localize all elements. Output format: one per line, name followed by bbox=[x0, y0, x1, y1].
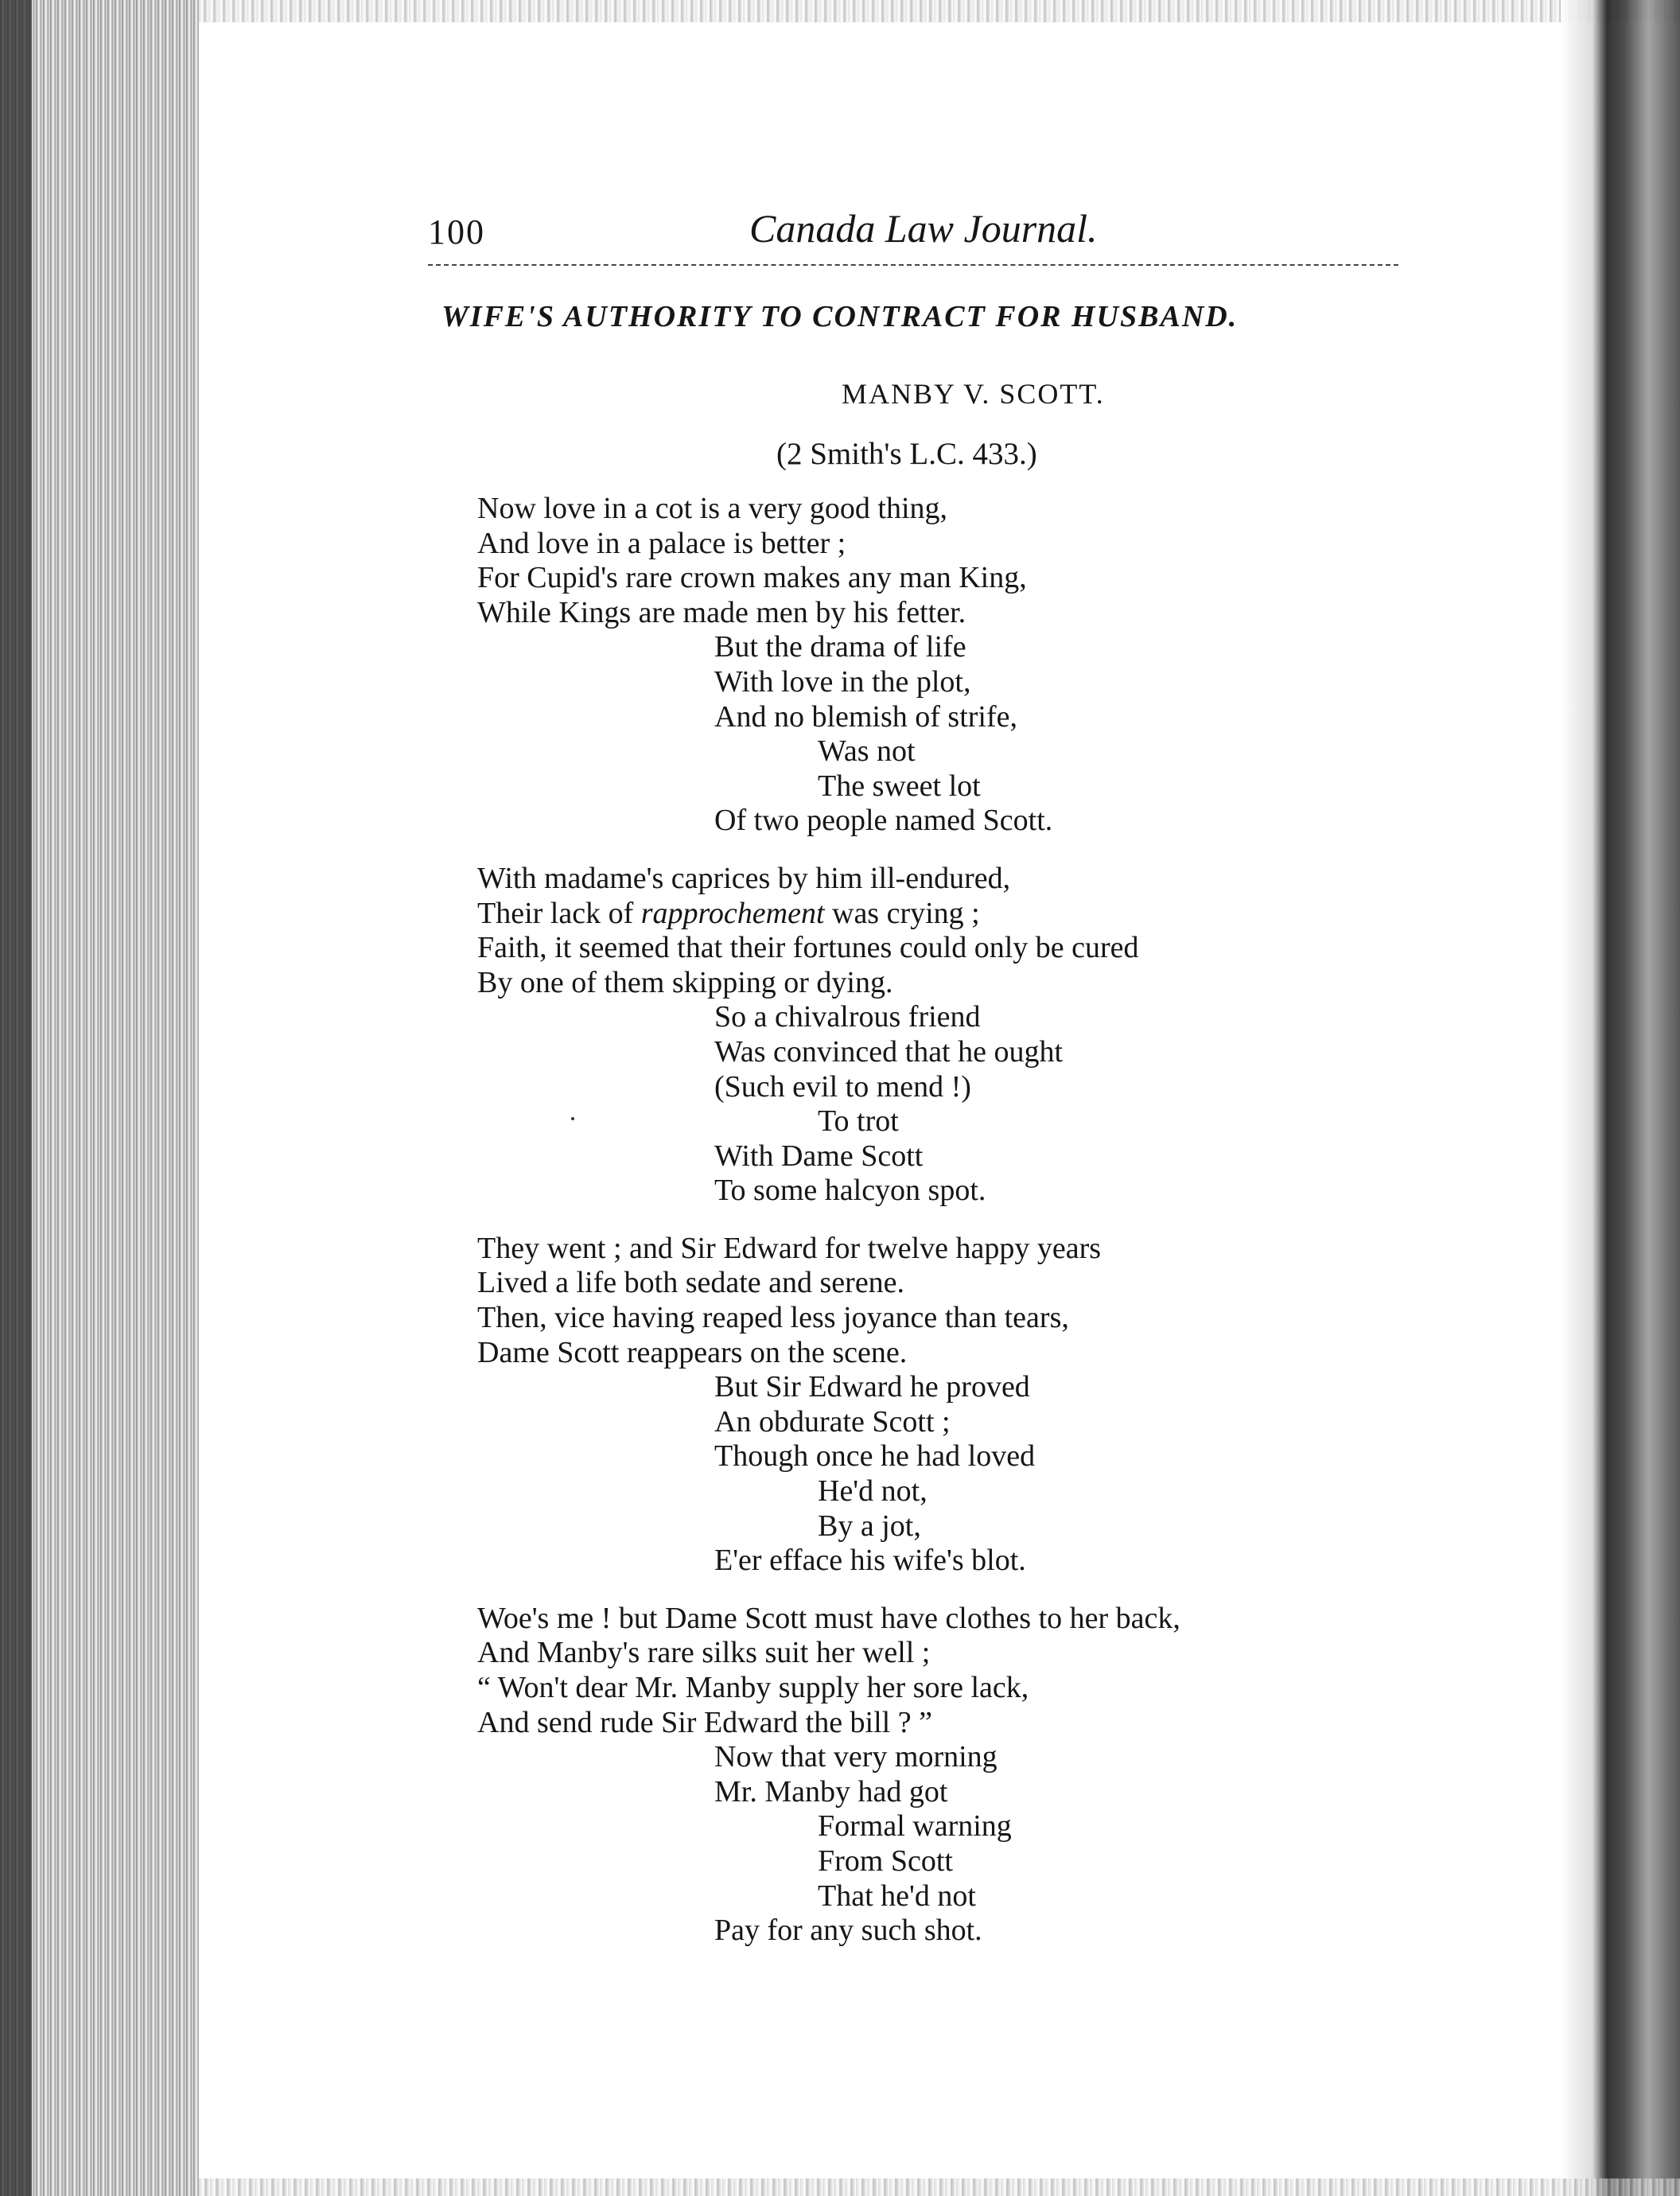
poem-line: Mr. Manby had got bbox=[714, 1774, 948, 1809]
poem-line: The sweet lot bbox=[818, 769, 981, 803]
header-rule bbox=[428, 264, 1398, 266]
poem-line: So a chivalrous friend bbox=[714, 1000, 981, 1034]
stanza-4 bbox=[477, 1602, 1392, 1949]
poem-line-part: was crying ; bbox=[824, 896, 980, 930]
poem-line: That he'd not bbox=[818, 1879, 976, 1913]
case-citation: (2 Smith's L.C. 433.) bbox=[776, 437, 1037, 471]
poem-line: With love in the plot, bbox=[714, 664, 971, 699]
scan-right-edge bbox=[1561, 0, 1680, 2196]
poem-line: “ Won't dear Mr. Manby supply her sore lack, bbox=[477, 1671, 1029, 1704]
poem-line: E'er efface his wife's blot. bbox=[714, 1544, 1026, 1578]
poem-line: By one of them skipping or dying. bbox=[477, 965, 893, 999]
poem-line: With madame's caprices by him ill-endured, bbox=[477, 861, 1011, 895]
poem-line: Formal warning bbox=[818, 1809, 1012, 1844]
poem-line: But the drama of life bbox=[714, 630, 966, 664]
page-header bbox=[428, 205, 1398, 261]
poem-line: Dame Scott reappears on the scene. bbox=[477, 1335, 908, 1369]
poem-line: While Kings are made men by his fetter. bbox=[477, 595, 966, 629]
poem-line: Now love in a cot is a very good thing, bbox=[477, 492, 948, 525]
stanza-1 bbox=[477, 492, 1392, 839]
poem-line: Was convinced that he ought bbox=[714, 1034, 1064, 1069]
poem-line: And love in a palace is better ; bbox=[477, 526, 846, 560]
journal-title: Canada Law Journal. bbox=[749, 206, 1098, 251]
poem-line: Then, vice having reaped less joyance than tears, bbox=[477, 1301, 1069, 1335]
stanza-3 bbox=[477, 1232, 1392, 1579]
poem-line: He'd not, bbox=[818, 1474, 928, 1509]
poem-line: And Manby's rare silks suit her well ; bbox=[477, 1636, 931, 1670]
article-title: WIFE'S AUTHORITY TO CONTRACT FOR HUSBAND. bbox=[441, 300, 1239, 333]
poem-line: Was not bbox=[818, 734, 916, 769]
poem-line: And no blemish of strife, bbox=[714, 699, 1018, 734]
poem-line bbox=[477, 897, 1392, 932]
poem-line: To some halcyon spot. bbox=[714, 1174, 986, 1208]
poem-line: They went ; and Sir Edward for twelve happy years bbox=[477, 1231, 1102, 1265]
poem-line: Faith, it seemed that their fortunes could only be cured bbox=[477, 931, 1139, 965]
poem bbox=[477, 492, 1392, 1972]
poem-line: An obdurate Scott ; bbox=[714, 1404, 951, 1439]
page-number: 100 bbox=[428, 212, 485, 251]
poem-line: To trot bbox=[818, 1104, 899, 1139]
scan-top-edge bbox=[199, 0, 1680, 22]
poem-line: Though once he had loved bbox=[714, 1439, 1036, 1474]
scan-binding-shadow bbox=[0, 0, 32, 2196]
poem-line: Now that very morning bbox=[714, 1740, 998, 1774]
poem-line: With Dame Scott bbox=[714, 1139, 924, 1173]
poem-line: Woe's me ! but Dame Scott must have clothes to her back, bbox=[477, 1601, 1180, 1635]
case-name: MANBY V. SCOTT. bbox=[842, 378, 1105, 410]
poem-line: Pay for any such shot. bbox=[714, 1914, 982, 1948]
poem-line: By a jot, bbox=[818, 1509, 921, 1543]
poem-line-italic-word: rapprochement bbox=[640, 896, 825, 930]
stanza-2 bbox=[477, 862, 1392, 1209]
poem-line: Of two people named Scott. bbox=[714, 804, 1053, 838]
poem-line: And send rude Sir Edward the bill ? ” bbox=[477, 1705, 932, 1739]
poem-line: Lived a life both sedate and serene. bbox=[477, 1266, 905, 1300]
poem-line: From Scott bbox=[818, 1844, 953, 1878]
poem-line: (Such evil to mend !) bbox=[714, 1069, 971, 1104]
poem-line: For Cupid's rare crown makes any man King, bbox=[477, 561, 1027, 595]
poem-line: But Sir Edward he proved bbox=[714, 1370, 1030, 1404]
scan-bottom-edge bbox=[199, 2178, 1680, 2196]
poem-line-part: Their lack of bbox=[477, 896, 641, 930]
